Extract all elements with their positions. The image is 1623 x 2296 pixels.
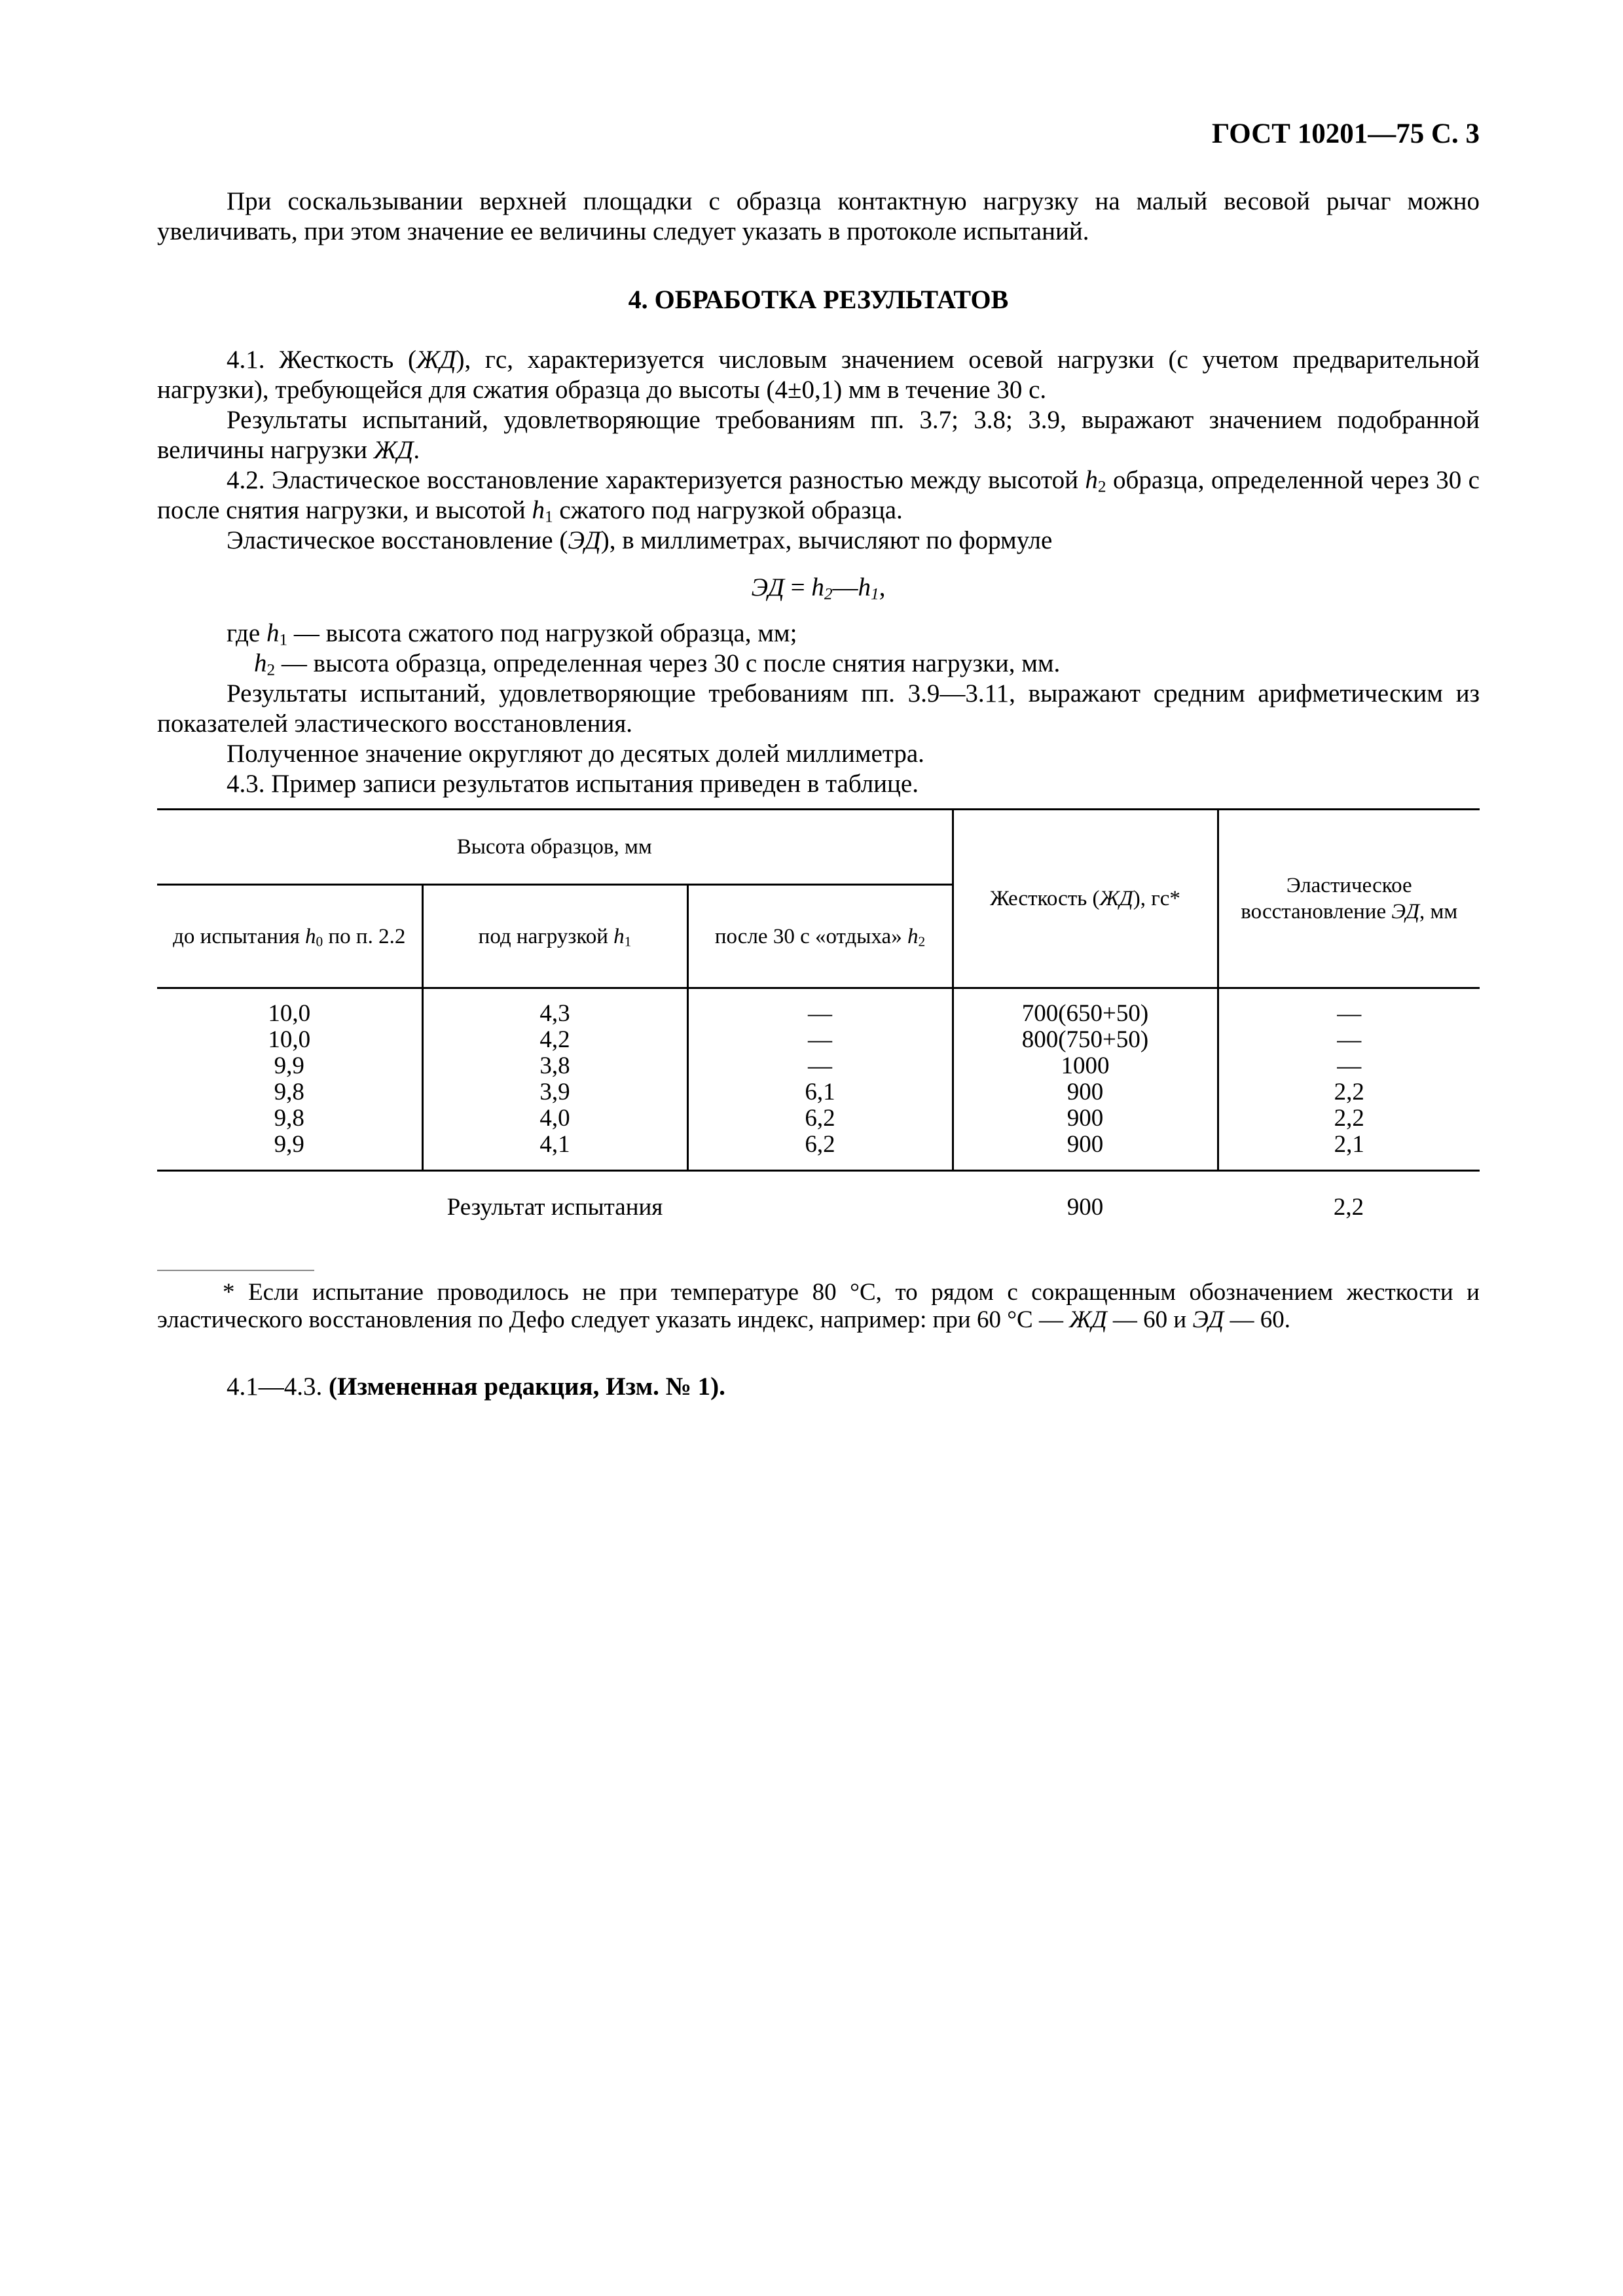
paragraph-4-1: 4.1. Жесткость (ЖД), гс, характеризуется числовым значением осевой нагрузки (с учетом предварительной нагрузки), требующейся для сжатия образца до высоты (4±0,1) мм в течение 30 с. [157, 346, 1480, 404]
table-cell-after-rest: — — — 6,1 6,2 6,2 [687, 988, 953, 1171]
table-header-stiffness: Жесткость (ЖД), гс* [953, 810, 1218, 988]
table-result-stiffness: 900 [1067, 1194, 1104, 1221]
section-heading: 4. ОБРАБОТКА РЕЗУЛЬТАТОВ [628, 285, 1009, 314]
table-result-elastic-recovery: 2,2 [1333, 1194, 1364, 1221]
paragraph-4-3: 4.3. Пример записи результатов испытания приведен в таблице. [227, 770, 919, 798]
document-header: ГОСТ 10201—75 С. 3 [1211, 118, 1480, 149]
table-data-row [157, 988, 1480, 1171]
document-body [157, 187, 1480, 1402]
intro-paragraph: При соскальзывании верхней площадки с образца контактную нагрузку на малый весовой рычаг можно увеличивать, при этом значение ее величины следует указать в протоколе испытаний. [157, 187, 1480, 245]
formula: ЭД = $h_2—h_1$, [751, 573, 886, 603]
table-cell-before-test: 10,0 10,0 9,9 9,8 9,8 9,9 [157, 988, 422, 1171]
table-header-after-rest: после 30 с «отдыха» $h_2$ [687, 885, 953, 988]
footnote-divider [157, 1270, 314, 1271]
footnote: * Если испытание проводилось не при температуре 80 °С, то рядом с сокращенным обозначением жесткости и эластического восстановления по Дефо следует указать индекс, например: при 60 °С — ЖД — 60 и ЭД — 60. [157, 1279, 1480, 1333]
table-result-label: Результат испытания [447, 1194, 663, 1221]
amendment-note: 4.1—4.3. (Измененная редакция, Изм. № 1). [227, 1372, 725, 1401]
table-header-before-test: до испытания $h_0$ по п. 2.2 [157, 885, 422, 988]
where-h1: где $h_1$ — высота сжатого под нагрузкой образца, мм; [227, 619, 797, 649]
paragraph-4-2-formula-intro: Эластическое восстановление (ЭД), в миллиметрах, вычисляют по формуле [227, 526, 1053, 554]
table-cell-under-load: 4,3 4,2 3,8 3,9 4,0 4,1 [422, 988, 687, 1171]
results-table [157, 808, 1480, 1244]
table-group-header: Высота образцов, мм [157, 810, 953, 885]
table-cell-elastic-recovery: — — — 2,2 2,2 2,1 [1218, 988, 1480, 1171]
paragraph-4-2-rounding: Полученное значение округляют до десятых долей миллиметра. [227, 740, 924, 768]
table-header-elastic-recovery: Эластическое восстановление ЭД, мм [1218, 810, 1480, 988]
table-result-row [157, 1171, 1480, 1244]
paragraph-4-2-results: Результаты испытаний, удовлетворяющие требованиям пп. 3.9—3.11, выражают средним арифметическим из показателей эластического восстановления. [157, 679, 1480, 738]
where-h2: $h_2$ — высота образца, определенная через 30 с после снятия нагрузки, мм. [254, 649, 1061, 679]
paragraph-4-1-results: Результаты испытаний, удовлетворяющие требованиям пп. 3.7; 3.8; 3.9, выражают значением подобранной величины нагрузки ЖД. [157, 406, 1480, 464]
document-page [157, 118, 1480, 1402]
table-header-under-load: под нагрузкой $h_1$ [422, 885, 687, 988]
paragraph-4-2: 4.2. Эластическое восстановление характеризуется разностью между высотой $h_2$ образца, определенной через 30 с после снятия нагрузки, и высотой $h_1$ сжатого под нагрузкой образца. [157, 466, 1480, 526]
table-cell-stiffness: 700(650+50) 800(750+50) 1000 900 900 900 [953, 988, 1218, 1171]
